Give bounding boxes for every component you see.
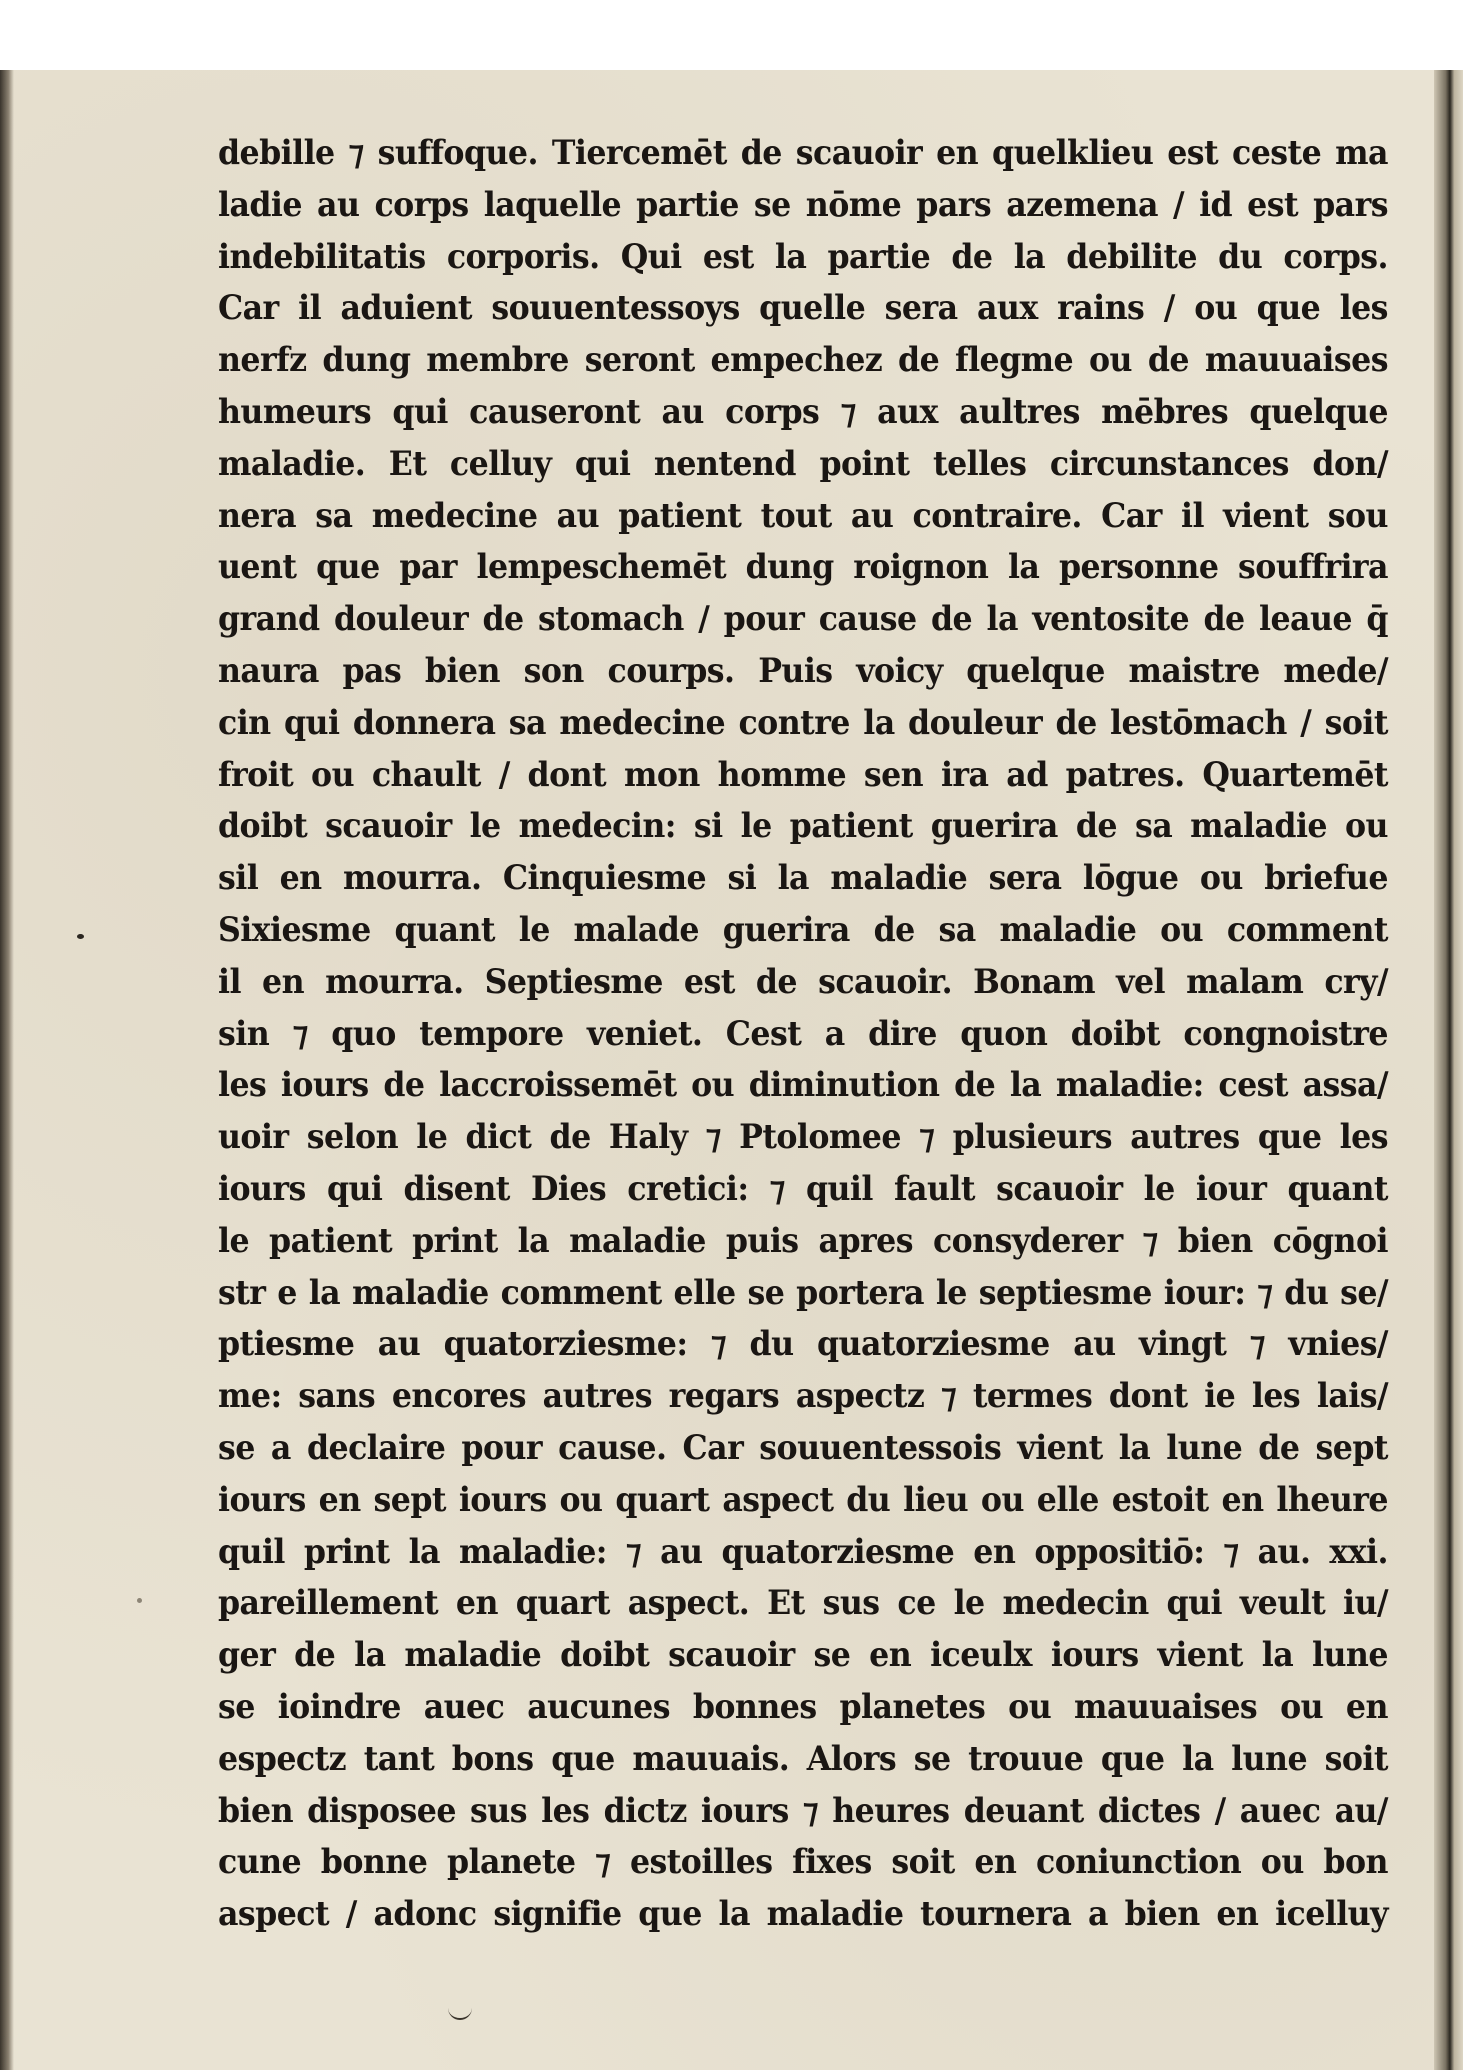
text-line-21: iours qui disent Dies cretici: ⁊ quil fault scauoir le iour quant [218, 1168, 1388, 1209]
text-line-24: ptiesme au quatorziesme: ⁊ du quatorziesme au vingt ⁊ vnies/ [218, 1324, 1388, 1365]
text-line-1: debille ⁊ suffoque. Tiercemēt de scauoir en quelklieu est ceste ma [218, 133, 1388, 173]
text-line-20: uoir selon le dict de Haly ⁊ Ptolomee ⁊ plusieurs autres que les [218, 1117, 1388, 1158]
text-line-29: pareillement en quart aspect. Et sus ce le medecin qui veult iu/ [218, 1583, 1388, 1624]
text-line-13: froit ou chault / dont mon homme sen ira ad patres. Quartemēt [218, 754, 1388, 795]
text-line-32: espectz tant bons que mauuais. Alors se trouue que la lune soit [218, 1738, 1388, 1779]
text-line-27: iours en sept iours ou quart aspect du lieu ou elle estoit en lheure [218, 1479, 1388, 1520]
text-line-26: se a declaire pour cause. Car souuentessois vient la lune de sept [218, 1427, 1388, 1468]
text-line-12: cin qui donnera sa medecine contre la douleur de lestōmach / soit [218, 702, 1388, 743]
text-line-31: se ioindre auec aucunes bonnes planetes ou mauuaises ou en [218, 1686, 1388, 1727]
text-line-16: Sixiesme quant le malade guerira de sa maladie ou comment [218, 909, 1388, 950]
text-line-9: uent que par lempeschemēt dung roignon la personne souffrira [218, 547, 1388, 588]
text-line-17: il en mourra. Septiesme est de scauoir. Bonam vel malam cry/ [218, 961, 1388, 1002]
text-line-4: Car il aduient souuentessoys quelle sera aux rains / ou que les [218, 288, 1388, 329]
text-line-6: humeurs qui causeront au corps ⁊ aux aultres mēbres quelque [218, 391, 1388, 432]
ink-speck [77, 934, 84, 939]
text-line-30: ger de la maladie doibt scauoir se en iceulx iours vient la lune [218, 1635, 1388, 1676]
page-left-edge [0, 70, 14, 2070]
text-line-5: nerfz dung membre seront empechez de flegme ou de mauuaises [218, 340, 1388, 381]
text-line-3: indebilitatis corporis. Qui est la partie de la debilite du corps. [218, 236, 1388, 277]
text-line-28: quil print la maladie: ⁊ au quatorziesme en oppositiō: ⁊ au. xxi. [218, 1531, 1388, 1572]
text-line-15: sil en mourra. Cinquiesme si la maladie sera lōgue ou briefue [218, 858, 1388, 899]
text-line-35: aspect / adonc signifie que la maladie tournera a bien en icelluy [218, 1894, 1388, 1935]
text-line-23: str e la maladie comment elle se portera le septiesme iour: ⁊ du se/ [218, 1272, 1388, 1313]
text-line-33: bien disposee sus les dictz iours ⁊ heures deuant dictes / auec au/ [218, 1790, 1388, 1831]
text-line-8: nera sa medecine au patient tout au contraire. Car il vient sou [218, 495, 1388, 536]
text-line-2: ladie au corps laquelle partie se nōme pars azemena / id est pars [218, 184, 1388, 225]
text-line-19: les iours de laccroissemēt ou diminution de la maladie: cest assa/ [218, 1065, 1388, 1106]
body-text [218, 128, 1388, 1941]
text-line-25: me: sans encores autres regars aspectz ⁊ termes dont ie les lais/ [218, 1376, 1388, 1417]
page-gutter-shadow [1434, 70, 1463, 2070]
text-line-14: doibt scauoir le medecin: si le patient guerira de sa maladie ou [218, 806, 1388, 847]
text-line-34: cune bonne planete ⁊ estoilles fixes soit en coniunction ou bon [218, 1842, 1388, 1883]
text-line-10: grand douleur de stomach / pour cause de la ventosite de leaue q̄ [218, 599, 1388, 640]
text-line-11: naura pas bien son courps. Puis voicy quelque maistre mede/ [218, 650, 1388, 691]
text-line-22: le patient print la maladie puis apres consyderer ⁊ bien cōgnoi [218, 1220, 1388, 1261]
text-line-18: sin ⁊ quo tempore veniet. Cest a dire quon doibt congnoistre [218, 1013, 1388, 1054]
text-line-7: maladie. Et celluy qui nentend point telles circunstances don/ [218, 443, 1388, 484]
ink-speck [137, 1598, 142, 1603]
